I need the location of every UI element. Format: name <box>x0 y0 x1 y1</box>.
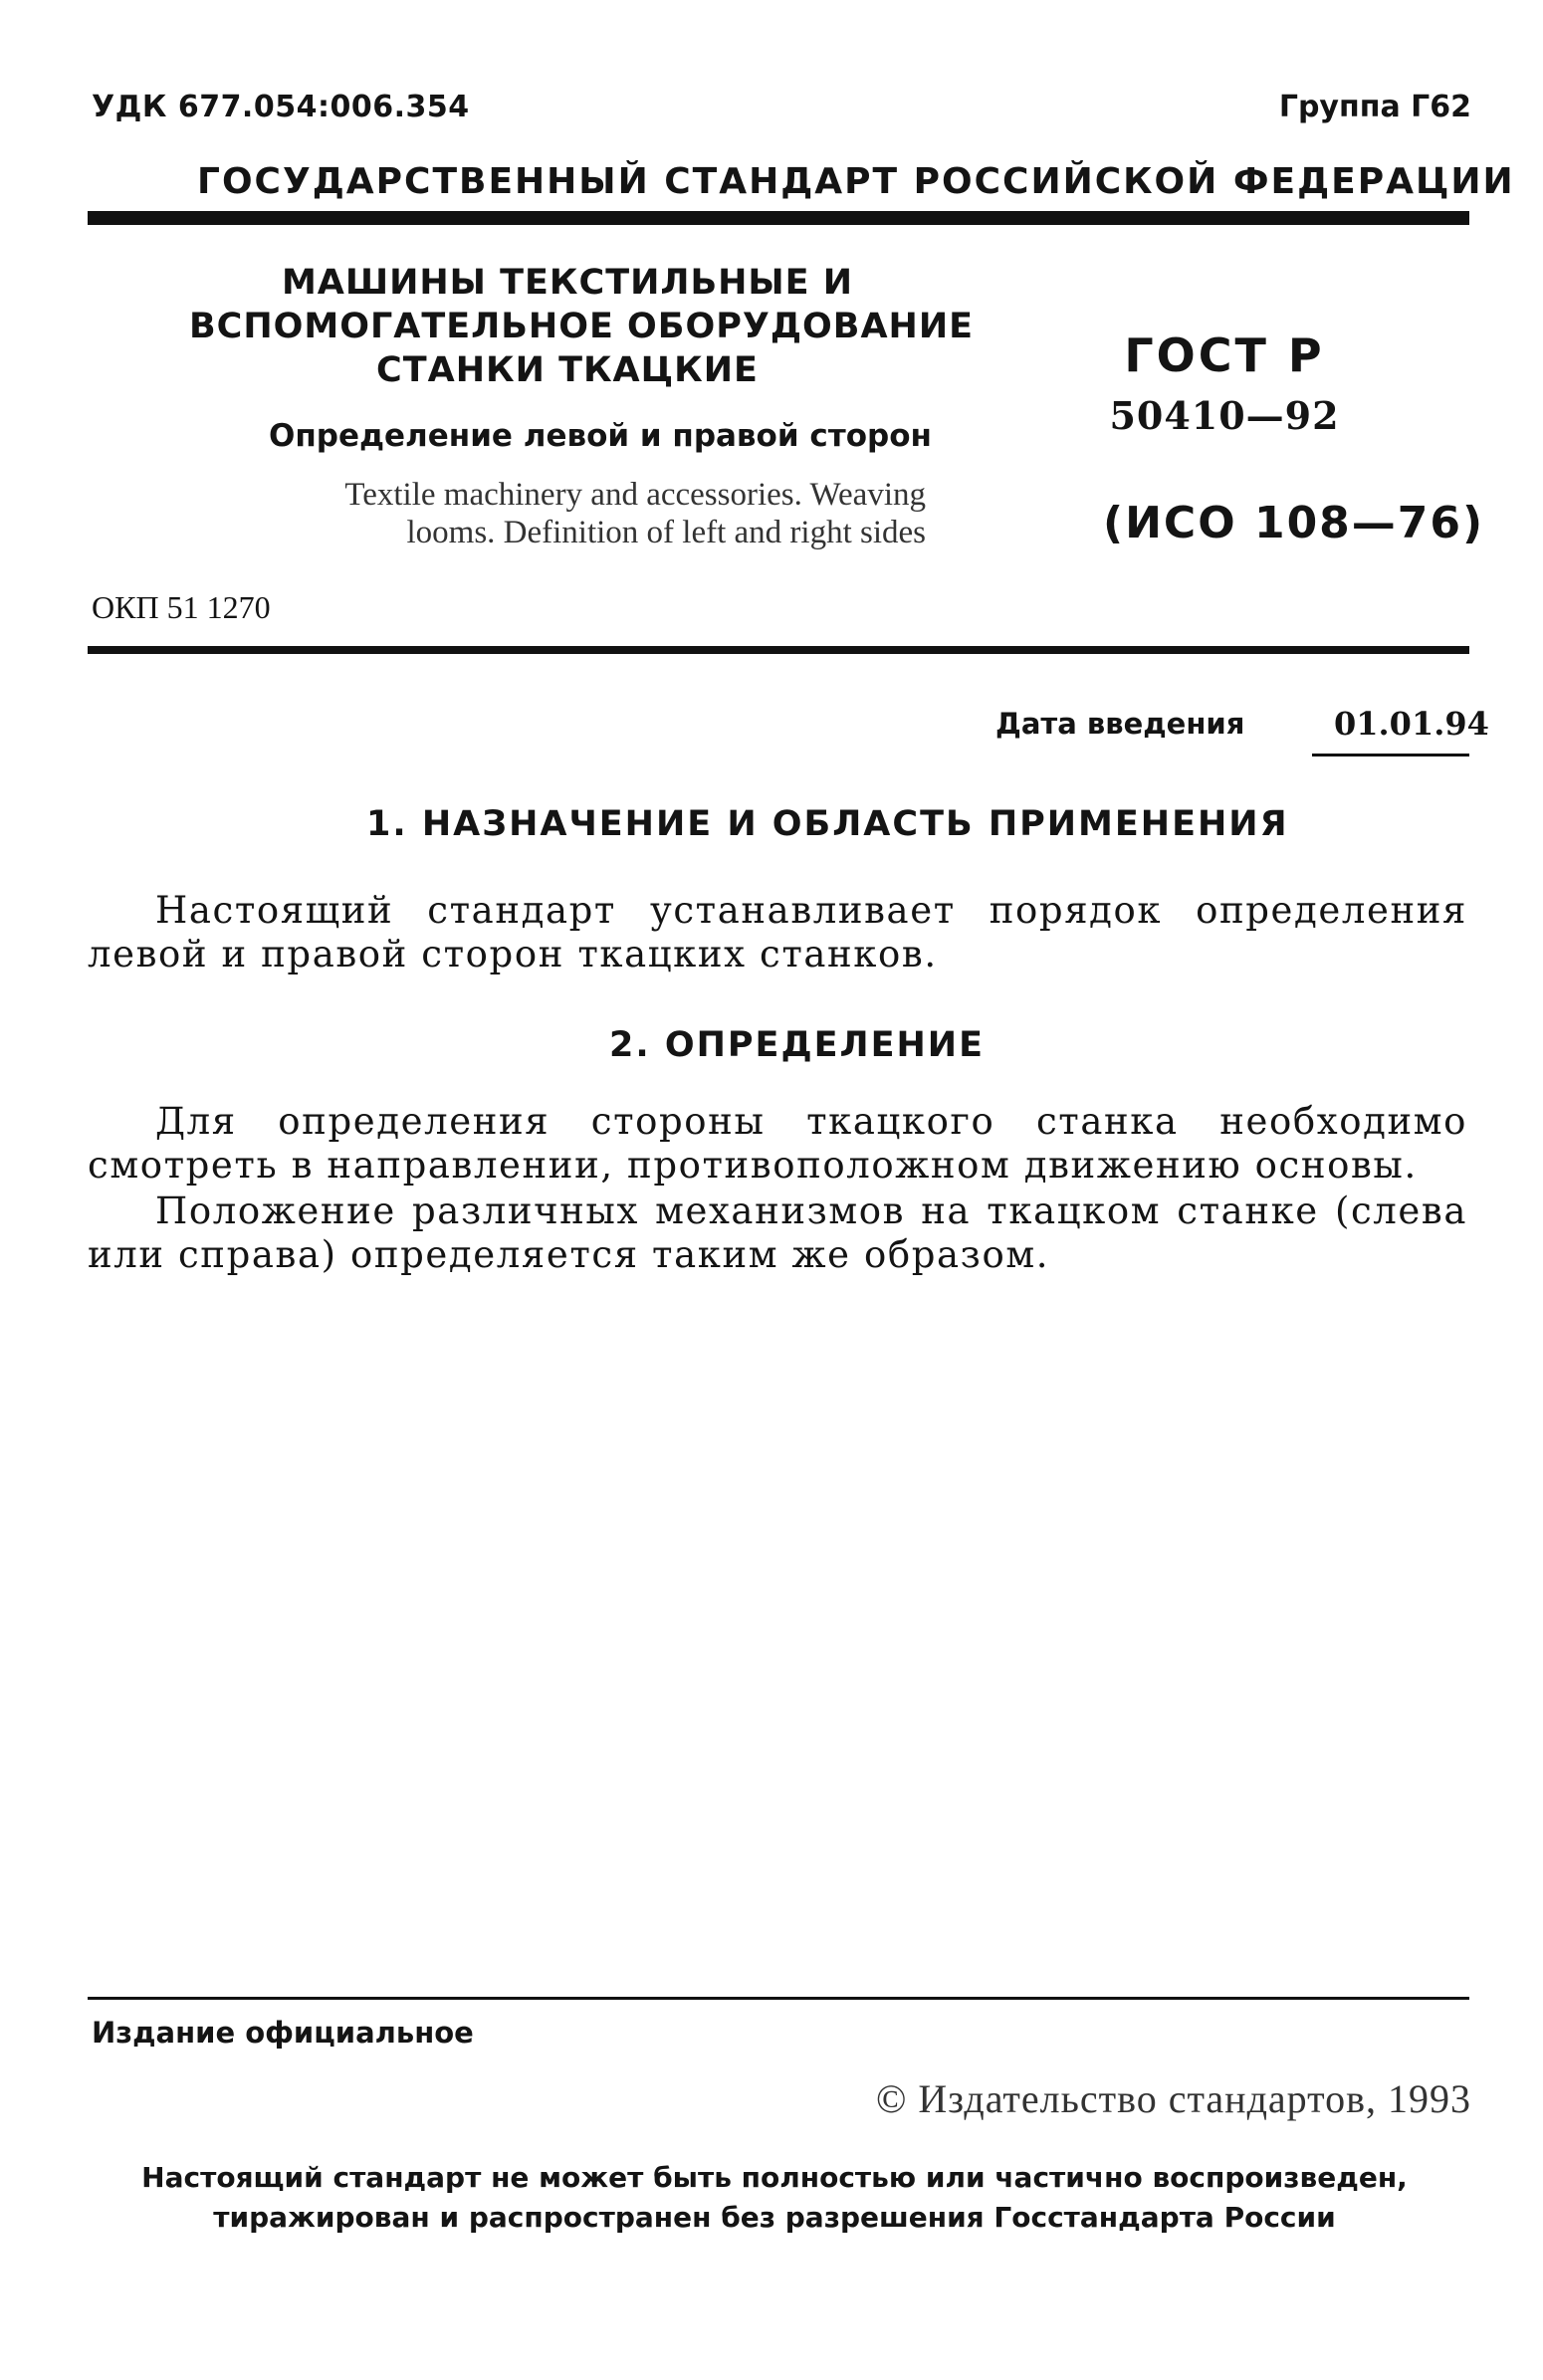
english-title <box>199 476 926 551</box>
section-paragraph: Положение различных механизмов на ткацком станке (слева или справа) определяется таким же образом. <box>88 1190 1467 1276</box>
group-code: Группа Г62 <box>1278 90 1471 124</box>
section-heading: 2. ОПРЕДЕЛЕНИЕ <box>609 1025 985 1065</box>
section-paragraph: Настоящий стандарт устанавливает порядок определения левой и правой сторон ткацких станков. <box>88 889 1467 975</box>
section-heading: 1. НАЗНАЧЕНИЕ И ОБЛАСТЬ ПРИМЕНЕНИЯ <box>366 804 1289 844</box>
reproduction-notice <box>80 2158 1469 2238</box>
english-title-line-2: looms. Definition of left and right sides <box>406 515 926 550</box>
okp-code: ОКП 51 1270 <box>92 589 271 625</box>
official-edition-label: Издание официальное <box>92 2016 474 2050</box>
gost-number: 50410—92 <box>1109 393 1340 438</box>
udk-code: УДК 677.054:006.354 <box>92 90 470 124</box>
iso-reference: (ИСО 108—76) <box>1103 498 1485 548</box>
reproduction-notice-line-1: Настоящий стандарт не может быть полностью или частично воспроизведен, <box>141 2161 1408 2194</box>
english-title-line-1: Textile machinery and accessories. Weaving <box>344 477 926 513</box>
document-title <box>189 261 975 392</box>
title-line-1: МАШИНЫ ТЕКСТИЛЬНЫЕ И <box>281 263 854 303</box>
reproduction-notice-line-2: тиражирован и распространен без разрешения Госстандарта России <box>213 2201 1336 2234</box>
copyright-line: © Издательство стандартов, 1993 <box>875 2076 1471 2121</box>
intro-date-label: Дата введения <box>995 707 1245 741</box>
intro-date-underline <box>1312 754 1469 757</box>
document-subtitle: Определение левой и правой сторон <box>269 418 932 454</box>
gost-label: ГОСТ Р <box>1124 328 1325 382</box>
title-bottom-rule <box>88 646 1469 654</box>
standard-type-heading: ГОСУДАРСТВЕННЫЙ СТАНДАРТ РОССИЙСКОЙ ФЕДЕРАЦИИ <box>197 161 1515 202</box>
intro-date-value: 01.01.94 <box>1334 705 1489 743</box>
title-line-3: СТАНКИ ТКАЦКИЕ <box>376 350 759 390</box>
footer-rule <box>88 1997 1469 2000</box>
section-paragraph: Для определения стороны ткацкого станка необходимо смотреть в направлении, противоположном движению основы. <box>88 1100 1467 1187</box>
title-line-2: ВСПОМОГАТЕЛЬНОЕ ОБОРУДОВАНИЕ <box>189 307 975 346</box>
top-thick-rule <box>88 211 1469 225</box>
